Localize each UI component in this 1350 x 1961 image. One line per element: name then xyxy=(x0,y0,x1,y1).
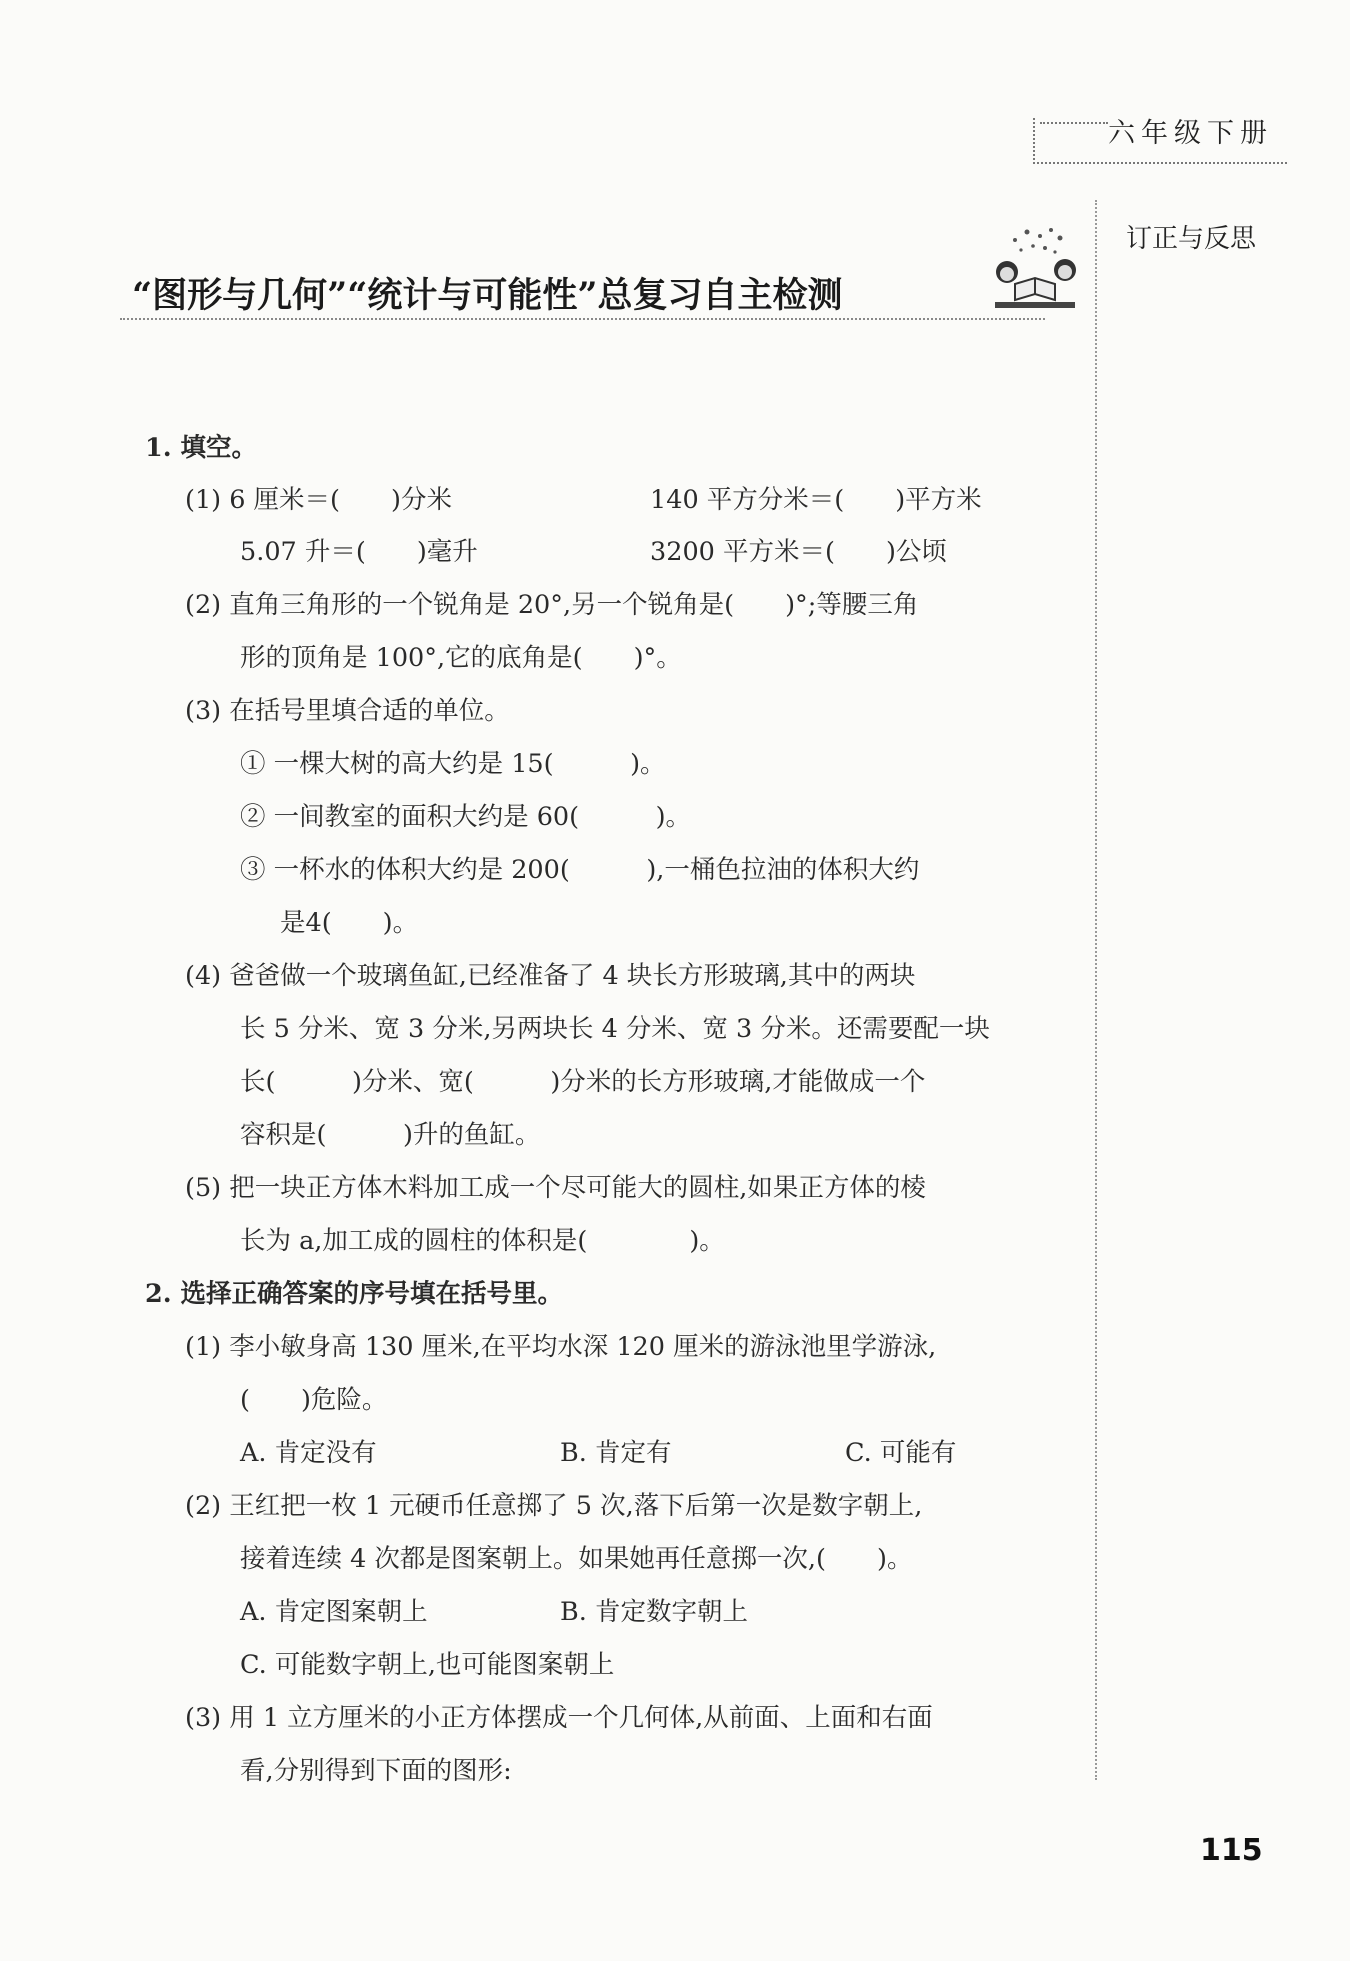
q1-2-line2: 形的顶角是 100°,它的底角是( )°。 xyxy=(240,643,682,673)
q2-1-line2: ( )危险。 xyxy=(240,1385,388,1415)
q2-2-option-b: B. 肯定数字朝上 xyxy=(560,1597,748,1627)
q1-5-line2: 长为 a,加工成的圆柱的体积是( )。 xyxy=(240,1226,725,1256)
q1-1-a: (1) 6 厘米＝( )分米 xyxy=(185,485,452,515)
question-2-heading: 2. 选择正确答案的序号填在括号里。 xyxy=(145,1279,563,1309)
q2-2-option-a: A. 肯定图案朝上 xyxy=(240,1597,428,1627)
q2-1-option-a: A. 肯定没有 xyxy=(240,1438,377,1468)
q1-1-d: 3200 平方米＝( )公顷 xyxy=(650,537,947,567)
q2-1-line1: (1) 李小敏身高 130 厘米,在平均水深 120 厘米的游泳池里学游泳, xyxy=(185,1332,937,1362)
q2-1-option-c: C. 可能有 xyxy=(845,1438,957,1468)
page-title: “图形与几何”“统计与可能性”总复习自主检测 xyxy=(132,275,843,316)
q1-5-line1: (5) 把一块正方体木料加工成一个尽可能大的圆柱,如果正方体的棱 xyxy=(185,1173,926,1203)
reflection-column-label: 订正与反思 xyxy=(1126,224,1257,254)
question-1-heading: 1. 填空。 xyxy=(145,433,257,463)
q1-3-item1: ① 一棵大树的高大约是 15( )。 xyxy=(240,749,666,779)
q1-2-line1: (2) 直角三角形的一个锐角是 20°,另一个锐角是( )°;等腰三角 xyxy=(185,590,919,620)
q2-3-line2: 看,分别得到下面的图形: xyxy=(240,1756,512,1786)
q2-2-option-c: C. 可能数字朝上,也可能图案朝上 xyxy=(240,1650,615,1680)
q1-4-line2: 长 5 分米、宽 3 分米,另两块长 4 分米、宽 3 分米。还需要配一块 xyxy=(240,1014,990,1044)
reading-children-illustration xyxy=(985,222,1085,322)
q1-3-heading: (3) 在括号里填合适的单位。 xyxy=(185,696,510,726)
q1-3-item3-line1: ③ 一杯水的体积大约是 200( ),一桶色拉油的体积大约 xyxy=(240,855,920,885)
q1-4-line4: 容积是( )升的鱼缸。 xyxy=(240,1120,541,1150)
margin-divider xyxy=(1095,200,1097,1780)
q1-1-b: 140 平方分米＝( )平方米 xyxy=(650,485,982,515)
q1-4-line3: 长( )分米、宽( )分米的长方形玻璃,才能做成一个 xyxy=(240,1067,926,1097)
q1-4-line1: (4) 爸爸做一个玻璃鱼缸,已经准备了 4 块长方形玻璃,其中的两块 xyxy=(185,961,916,991)
q2-2-line2: 接着连续 4 次都是图案朝上。如果她再任意掷一次,( )。 xyxy=(240,1544,913,1574)
q2-3-line1: (3) 用 1 立方厘米的小正方体摆成一个几何体,从前面、上面和右面 xyxy=(185,1703,933,1733)
title-underline xyxy=(120,318,1045,320)
q2-1-option-b: B. 肯定有 xyxy=(560,1438,672,1468)
q2-2-line1: (2) 王红把一枚 1 元硬币任意掷了 5 次,落下后第一次是数字朝上, xyxy=(185,1491,923,1521)
q1-3-item2: ② 一间教室的面积大约是 60( )。 xyxy=(240,802,692,832)
q1-3-item3-line2: 是4( )。 xyxy=(280,908,419,938)
q1-1-c: 5.07 升＝( )毫升 xyxy=(240,537,478,567)
grade-label: 六年级下册 xyxy=(1108,118,1273,149)
page-number: 115 xyxy=(1200,1833,1263,1868)
